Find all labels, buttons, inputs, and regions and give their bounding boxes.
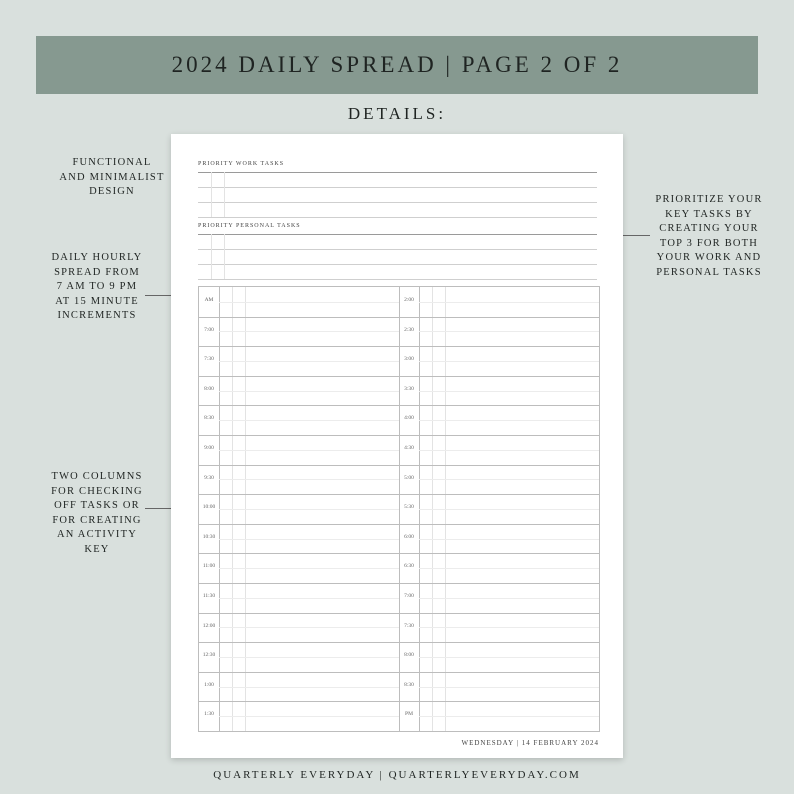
right-half-row-line [419, 568, 599, 569]
left-hour-row-line [199, 583, 399, 584]
left-time-label: 10:00 [202, 504, 216, 511]
right-time-label: 4:00 [404, 415, 414, 422]
task-line [198, 279, 597, 280]
left-hour-row-line [199, 376, 399, 377]
right-half-row-line [419, 361, 599, 362]
right-time-label: 2:00 [404, 297, 414, 303]
right-time-label: 5:00 [404, 474, 414, 481]
right-half-row-line [419, 450, 599, 451]
checkbox-column-line [224, 172, 225, 217]
right-hour-row-line [399, 317, 599, 318]
left-time-label: 8:00 [204, 385, 214, 392]
right-half-row-line [419, 479, 599, 480]
left-half-row-line [219, 568, 399, 569]
left-time-label: 8:30 [204, 415, 214, 422]
left-half-row-line [219, 331, 399, 332]
left-hour-row-line [199, 524, 399, 525]
right-hour-row-line [399, 583, 599, 584]
right-time-label: 5:30 [404, 504, 414, 511]
left-time-label: 10:30 [202, 533, 216, 540]
left-time-label: 1:30 [204, 711, 214, 718]
left-half-row-line [219, 479, 399, 480]
right-time-label: PM [405, 711, 413, 718]
task-line [198, 202, 597, 203]
note-columns: TWO COLUMNS FOR CHECKING OFF TASKS OR FOR CREATING AN ACTIVITY KEY [51, 471, 143, 555]
task-line [198, 264, 597, 265]
task-line [198, 249, 597, 250]
task-line [198, 172, 597, 173]
right-hour-row-line [399, 465, 599, 466]
left-hour-row-line [199, 435, 399, 436]
right-half-row-line [419, 391, 599, 392]
right-hour-row-line [399, 435, 599, 436]
right-half-row-line [419, 509, 599, 510]
left-hour-row-line [199, 642, 399, 643]
left-hour-row-line [199, 405, 399, 406]
right-hour-row-line [399, 613, 599, 614]
left-time-label: 12:30 [202, 652, 216, 659]
brand-footer: QUARTERLY EVERYDAY | QUARTERLYEVERYDAY.COM [213, 769, 581, 781]
right-hour-row-line [399, 642, 599, 643]
planner-page [171, 134, 623, 758]
left-half-row-line [219, 450, 399, 451]
right-time-label: 7:00 [404, 593, 414, 599]
right-time-label: 8:30 [404, 681, 414, 688]
schedule-column-right [399, 287, 599, 731]
checkbox-column-line [211, 234, 212, 279]
right-time-label: 6:00 [404, 533, 414, 540]
right-time-label: 3:30 [404, 385, 414, 392]
left-time-label: 9:00 [204, 445, 214, 451]
left-half-row-line [219, 716, 399, 717]
right-half-row-line [419, 687, 599, 688]
left-time-label: AM [204, 297, 214, 303]
right-half-row-line [419, 716, 599, 717]
left-hour-row-line [199, 553, 399, 554]
right-half-row-line [419, 598, 599, 599]
right-time-label: 8:00 [404, 652, 414, 659]
left-time-label: 11:30 [202, 593, 216, 599]
right-hour-row-line [399, 346, 599, 347]
right-hour-row-line [399, 701, 599, 702]
left-half-row-line [219, 657, 399, 658]
right-hour-row-line [399, 494, 599, 495]
right-time-label: 7:30 [404, 622, 414, 629]
left-half-row-line [219, 420, 399, 421]
right-half-row-line [419, 539, 599, 540]
work-tasks-label: PRIORITY WORK TASKS [198, 161, 285, 167]
left-half-row-line [219, 361, 399, 362]
left-half-row-line [219, 391, 399, 392]
checkbox-column-line [224, 234, 225, 279]
left-hour-row-line [199, 317, 399, 318]
right-hour-row-line [399, 405, 599, 406]
hourly-schedule-grid [198, 286, 600, 732]
left-half-row-line [219, 509, 399, 510]
left-half-row-line [219, 598, 399, 599]
left-time-label: 11:00 [202, 563, 216, 570]
note-design: FUNCTIONAL AND MINIMALIST DESIGN [59, 157, 165, 197]
left-half-row-line [219, 302, 399, 303]
left-time-label: 9:30 [204, 474, 214, 481]
task-line [198, 187, 597, 188]
left-hour-row-line [199, 346, 399, 347]
title-banner [36, 36, 758, 94]
right-hour-row-line [399, 553, 599, 554]
left-time-label: 1:00 [204, 681, 214, 688]
details-heading: DETAILS: [347, 104, 447, 123]
right-hour-row-line [399, 524, 599, 525]
left-hour-row-line [199, 494, 399, 495]
right-hour-row-line [399, 672, 599, 673]
task-line [198, 217, 597, 218]
right-time-label: 6:30 [404, 563, 414, 570]
right-half-row-line [419, 331, 599, 332]
left-time-label: 7:00 [204, 326, 214, 333]
right-time-label: 3:00 [404, 356, 414, 363]
right-half-row-line [419, 420, 599, 421]
left-hour-row-line [199, 701, 399, 702]
page-date-footer: WEDNESDAY | 14 FEBRUARY 2024 [461, 739, 599, 747]
left-hour-row-line [199, 465, 399, 466]
left-half-row-line [219, 539, 399, 540]
column-separator [399, 287, 400, 731]
left-hour-row-line [199, 613, 399, 614]
banner-title: 2024 DAILY SPREAD | PAGE 2 OF 2 [171, 52, 623, 77]
left-time-label: 12:00 [202, 622, 216, 629]
note-hourly: DAILY HOURLY SPREAD FROM 7 AM TO 9 PM AT 15 MINUTE INCREMENTS [51, 252, 143, 321]
right-half-row-line [419, 302, 599, 303]
right-time-label: 2:30 [404, 326, 414, 333]
checkbox-column-line [211, 172, 212, 217]
right-half-row-line [419, 627, 599, 628]
task-line [198, 234, 597, 235]
left-hour-row-line [199, 672, 399, 673]
right-half-row-line [419, 657, 599, 658]
left-half-row-line [219, 687, 399, 688]
left-time-label: 7:30 [204, 356, 214, 363]
personal-tasks-label: PRIORITY PERSONAL TASKS [198, 223, 301, 229]
note-priority: PRIORITIZE YOUR KEY TASKS BY CREATING YOUR TOP 3 FOR BOTH YOUR WORK AND PERSONAL TASKS [655, 194, 763, 278]
right-time-label: 4:30 [404, 445, 414, 451]
left-half-row-line [219, 627, 399, 628]
right-hour-row-line [399, 376, 599, 377]
schedule-column-left [199, 287, 399, 731]
